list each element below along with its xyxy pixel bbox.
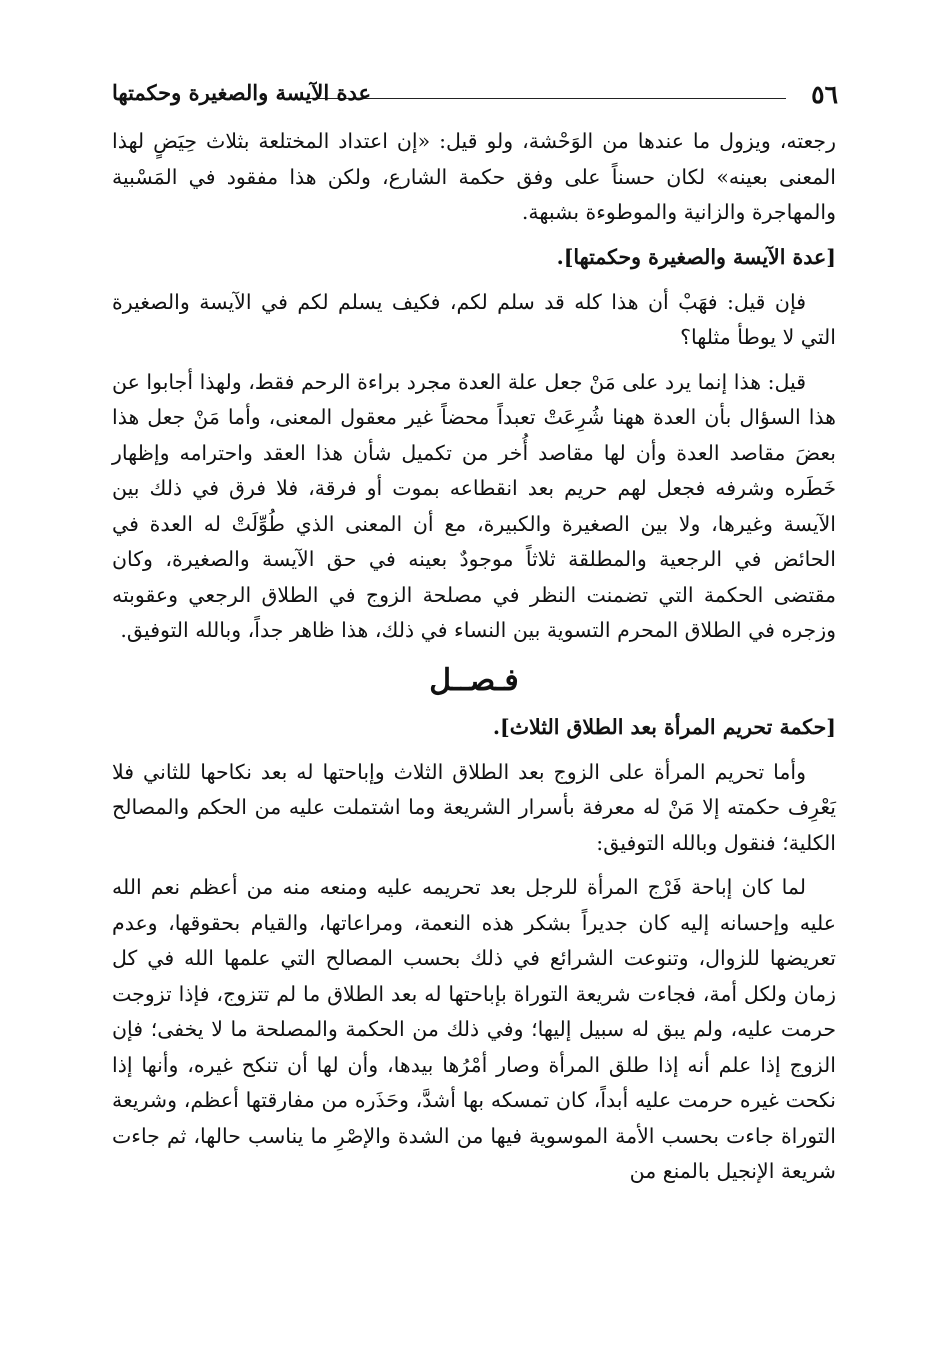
page-number: ٥٦ [811,80,838,109]
paragraph-intro: وأما تحريم المرأة على الزوج بعد الطلاق الثلاث وإباحتها له بعد نكاحها للثاني فلا يَعْرِف حكمته إلا مَنْ له معرفة بأسرار الشريعة وما اشتملت عليه من الحكم والمصالح الكلية؛ فنقول وبالله التوفيق: [112,759,836,855]
running-title: عدة الآيسة والصغيرة وحكمتها [112,80,372,105]
page-header [112,78,838,112]
paragraph-question: فإن قيل: فهَبْ أن هذا كله قد سلم لكم، فكيف يسلم لكم في الآيسة والصغيرة التي لا يوطأ مثلها؟ [112,289,836,349]
section-heading-elderly-young-iddah: [عدة الآيسة والصغيرة وحكمتها]. [556,244,836,269]
paragraph-answer: قيل: هذا إنما يرد على مَنْ جعل علة العدة مجرد براءة الرحم فقط، ولهذا أجابوا عن هذا السؤال بأن العدة ههنا شُرِعَتْ تعبداً محضاً غير معقول المعنى، وأما مَنْ جعل هذا بعضَ مقاصد العدة وأن لها مقاصد أُخر من تكميل شأن هذا العقد واحترامه وإظهار خَطَره وشرفه فجعل لهم حريم بعد انقطاعه بموت أو فرقة، فلا فرق في ذلك بين الآيسة وغيرها، ولا بين الصغيرة والكبيرة، مع أن المعنى الذي طُوِّلَتْ له العدة في الحائض في الرجعية والمطلقة ثلاثاً موجودٌ بعينه في حق الآيسة والصغيرة، وكان مقتضى الحكمة التي تضمنت النظر في مصلحة الزوج في الطلاق الرجعي وعقوبته وزجره في الطلاق المحرم التسوية بين النساء في ذلك، هذا ظاهر جداً، وبالله التوفيق. [112,369,836,642]
paragraph-explanation: لما كان إباحة فَرْج المرأة للرجل بعد تحريمه عليه ومنعه منه من أعظم نعم الله عليه وإحسانه إليه كان جديراً بشكر هذه النعمة، ومراعاتها، والقيام بحقوقها، وعدم تعريضها للزوال، وتنوعت الشرائع في ذلك بحسب المصالح التي علمها الله في كل زمان ولكل أمة، فجاءت شريعة التوراة بإباحتها له بعد الطلاق ما لم تتزوج، فإذا تزوجت حرمت عليه، ولم يبق له سبيل إليها؛ وفي ذلك من الحكمة والمصلحة ما لا يخفى؛ فإن الزوج إذا علم أنه إذا طلق المرأة وصار أمْرُها بيدها، وأن لها أن تنكح غيره، وأنها إذا نكحت غيره حرمت عليه أبداً، كان تمسكه بها أشدَّ، وحَذَره من مفارقتها أعظم، وشريعة التوراة جاءت بحسب الأمة الموسوية فيها من الشدة والإصْرِ ما يناسب حالها، ثم جاءت شريعة الإنجيل بالمنع من [112,875,836,1183]
paragraph-continuation: رجعته، ويزول ما عندها من الوَحْشة، ولو قيل: «إن اعتداد المختلعة بثلاث حِيَضٍ لهذا المعنى بعينه» لكان حسناً على وفق حكمة الشارع، ولكن هذا مفقود في المَسْبية والمهاجرة والزانية والموطوءة بشبهة. [112,129,836,224]
section-heading-triple-divorce: [حكمة تحريم المرأة بعد الطلاق الثلاث]. [492,714,836,739]
page-body [112,124,836,1199]
header-rule [308,98,786,99]
chapter-marker: فـصــل [429,662,519,698]
